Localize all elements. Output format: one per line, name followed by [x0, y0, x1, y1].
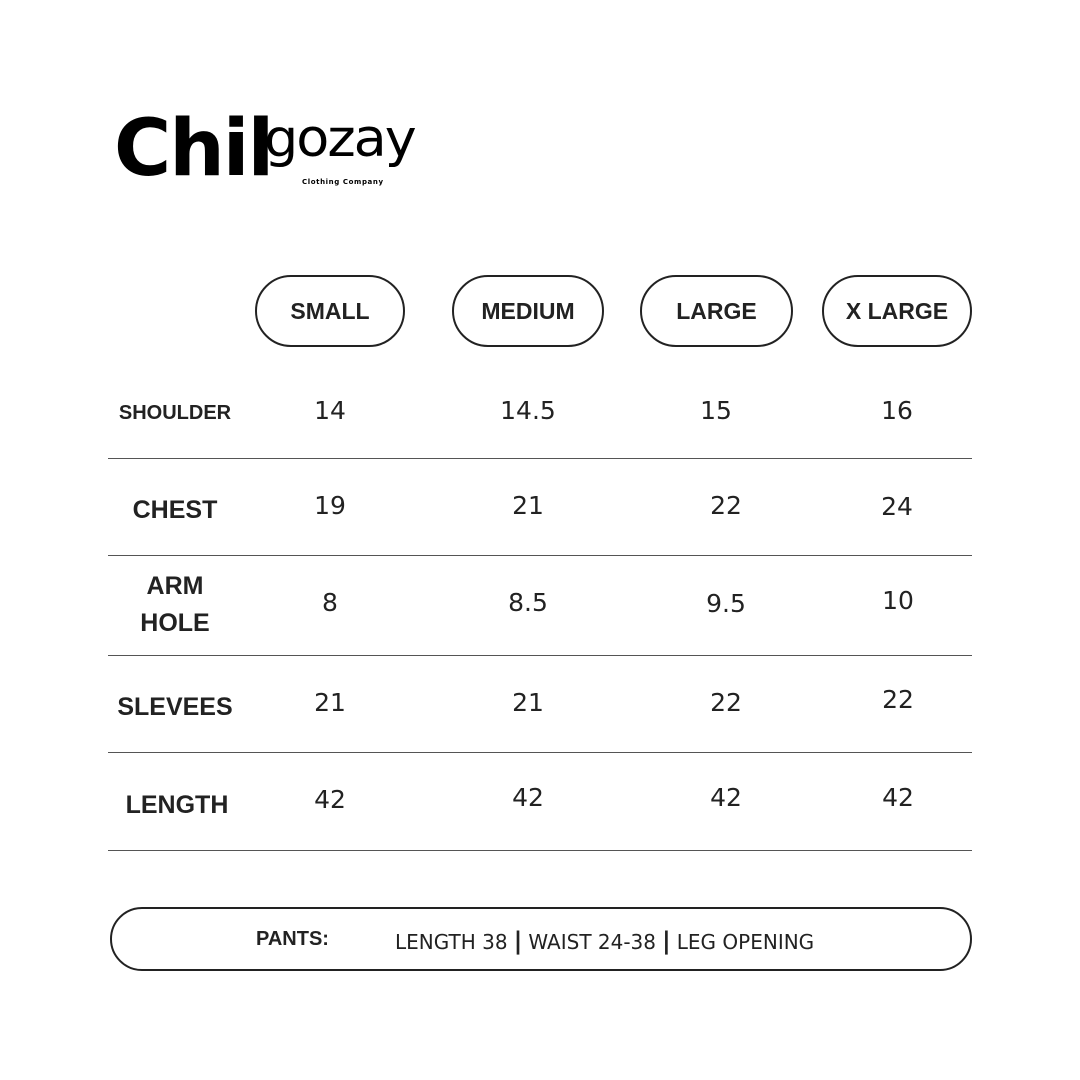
logo-tagline: Clothing Company: [302, 178, 384, 186]
size-header-large: LARGE: [640, 275, 793, 347]
table-cell: 21: [314, 688, 346, 717]
pants-info-bar: [110, 907, 972, 971]
table-cell: 14.5: [500, 396, 556, 425]
table-cell: 22: [882, 685, 914, 714]
row-divider: [108, 555, 972, 556]
table-cell: 10: [882, 586, 914, 615]
size-header-small: SMALL: [255, 275, 405, 347]
table-cell: 24: [881, 492, 913, 521]
table-cell: 19: [314, 491, 346, 520]
logo-wordmark-thin: gozay: [264, 108, 415, 169]
row-label-shoulder: SHOULDER: [118, 402, 232, 424]
table-cell: 16: [881, 396, 913, 425]
table-cell: 8.5: [508, 588, 548, 617]
size-header-medium: MEDIUM: [452, 275, 604, 347]
row-divider: [108, 458, 972, 459]
row-divider: [108, 752, 972, 753]
pants-label: PANTS:: [256, 928, 329, 950]
separator-bar: |: [513, 927, 523, 955]
row-label-length: LENGTH: [125, 791, 229, 819]
row-label-arm-hole: ARM HOLE: [140, 572, 210, 637]
row-label-chest: CHEST: [132, 496, 218, 524]
table-cell: 42: [710, 783, 742, 812]
table-cell: 42: [314, 785, 346, 814]
table-cell: 22: [710, 491, 742, 520]
row-divider: [108, 850, 972, 851]
pants-details: [395, 927, 814, 955]
pants-leg-opening: LEG OPENING: [676, 930, 815, 954]
table-cell: 15: [700, 396, 732, 425]
table-cell: 8: [322, 588, 338, 617]
table-cell: 9.5: [706, 589, 746, 618]
table-cell: 21: [512, 491, 544, 520]
table-cell: 22: [710, 688, 742, 717]
table-cell: 42: [512, 783, 544, 812]
pants-waist: WAIST 24-38: [528, 930, 657, 954]
row-divider: [108, 655, 972, 656]
table-cell: 14: [314, 396, 346, 425]
table-cell: 42: [882, 783, 914, 812]
separator-bar: |: [662, 927, 671, 955]
brand-logo: [114, 104, 434, 200]
logo-wordmark-bold: Chil: [114, 104, 273, 194]
pants-length: LENGTH 38: [395, 930, 508, 954]
row-label-slevees: SLEVEES: [117, 693, 233, 721]
table-cell: 21: [512, 688, 544, 717]
size-header-x-large: X LARGE: [822, 275, 972, 347]
